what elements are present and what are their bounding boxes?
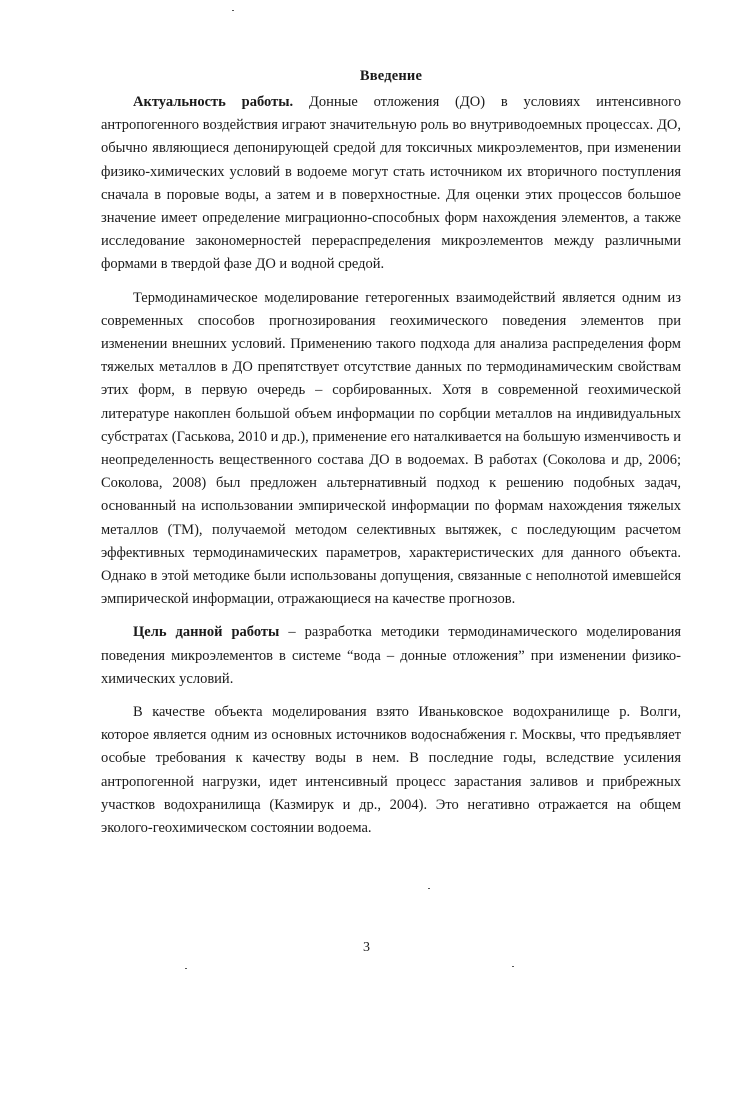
paragraph-text: Донные отложения (ДО) в условиях интенсивного антропогенного воздействия играют значительную роль во внутриводоемных процессах. ДО, обычно являющиеся депонирующей средой для токсичных микроэлементов, при изменении физико-химических условий в водоеме могут стать источником их вторичного поступления сначала в поровые воды, а затем и в поверхностные. Для оценки этих процессов большое значение имеет определение миграционно-способных форм нахождения элементов, а также исследование закономерностей перераспределения микроэлементов между различными формами в твердой фазе ДО и водной средой. bbox=[101, 94, 682, 273]
scan-speck bbox=[185, 968, 187, 969]
paragraph-modeling bbox=[101, 287, 681, 612]
paragraph-text: Термодинамическое моделирование гетерогенных взаимодействий является одним из современных способов прогнозирования геохимического поведения элементов при изменении внешних условий. Применению такого подхода для анализа распределения форм тяжелых металлов в ДО препятствует отсутствие данных по термодинамическим свойствам этих форм, в первую очередь – сорбированных. Хотя в современной геохимической литературе накоплен большой объем информации по сорбции металлов на индивидуальных субстратах (Гаськова, 2010 и др.), применение его наталкивается на большую изменчивость и неопределенность вещественного состава ДО в водоемах. В работах (Соколова и др, 2006; Соколова, 2008) был предложен альтернативный подход к решению подобных задач, основанный на использовании эмпирической информации по формам нахождения тяжелых металлов (ТМ), получаемой методом селективных вытяжек, с последующим расчетом эффективных термодинамических параметров, характеристических для данного объекта. Однако в этой методике были использованы допущения, связанные с неполнотой имевшейся эмпирической информации, отражающиеся на качестве прогнозов. bbox=[101, 289, 681, 608]
paragraph-text: В качестве объекта моделирования взято Иваньковское водохранилище р. Волги, которое является одним из основных источников водоснабжения г. Москвы, что предъявляет особые требования к качеству воды в нем. В последние годы, вследствие усиления антропогенной нагрузки, идет интенсивный процесс зарастания заливов и прибрежных участков водохранилища (Казмирук и др., 2004). Это негативно отражается на общем эколого-геохимическом состоянии водоема. bbox=[101, 704, 681, 837]
scan-speck bbox=[512, 966, 514, 967]
scan-speck bbox=[232, 10, 234, 11]
paragraph-text: – разработка методики термодинамического моделирования поведения микроэлементов в системе “вода – донные отложения” при изменении физико-химических условий. bbox=[101, 624, 682, 687]
paragraph-goal bbox=[101, 621, 681, 691]
page-body bbox=[101, 68, 681, 850]
section-heading: Введение bbox=[359, 68, 423, 84]
page-number: 3 bbox=[363, 940, 370, 955]
paragraph-relevance bbox=[101, 91, 681, 277]
paragraph-lead: Актуальность работы. bbox=[133, 94, 294, 110]
paragraph-object bbox=[101, 701, 681, 840]
paragraph-lead: Цель данной работы bbox=[133, 624, 280, 641]
scan-speck bbox=[428, 888, 430, 889]
